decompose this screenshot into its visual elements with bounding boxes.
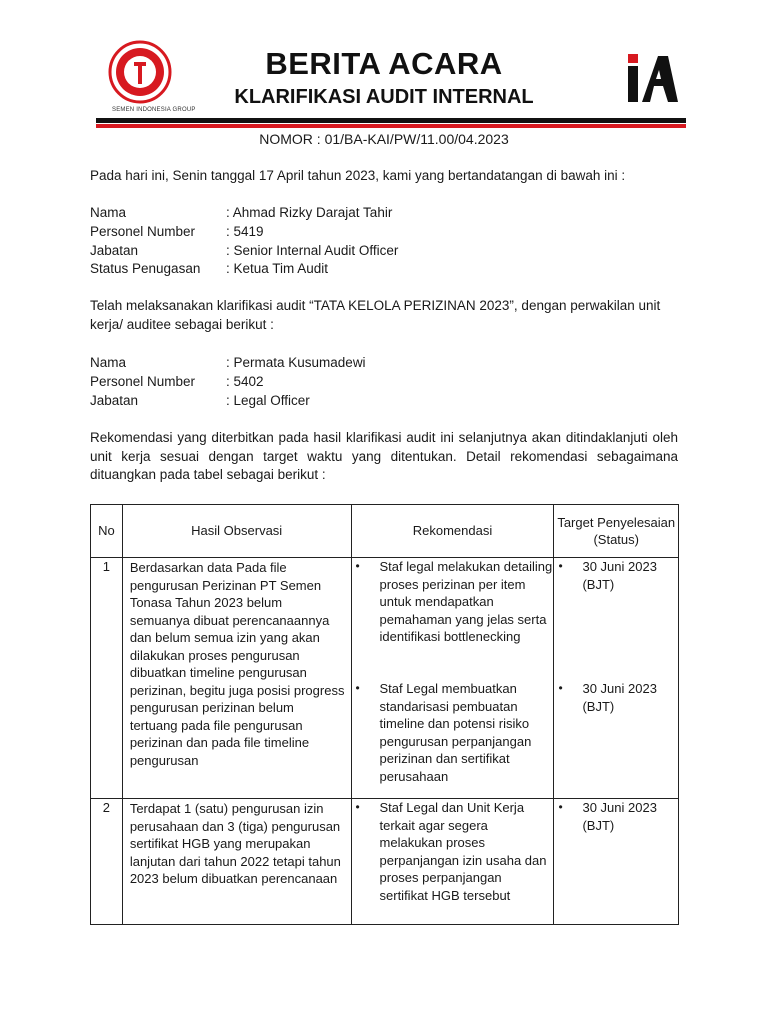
row-number: 1 — [91, 558, 123, 799]
bullet-icon: • — [558, 681, 563, 695]
auditor-row: Status Penugasan : Ketua Tim Audit — [90, 261, 329, 277]
table-row — [91, 799, 679, 925]
header-no: No — [91, 505, 123, 558]
internal-audit-logo — [626, 52, 680, 104]
auditee-row: Jabatan : Legal Officer — [90, 392, 310, 408]
recommendation-cell — [351, 799, 554, 925]
bullet-icon: • — [558, 559, 563, 573]
document-title: BERITA ACARA — [265, 46, 503, 81]
bullet-icon: • — [558, 800, 563, 814]
rekomendasi-paragraph: Rekomendasi yang diterbitkan pada hasil klarifikasi audit ini selanjutnya akan ditindaklanjuti oleh unit kerja sesuai dengan target waktu yang ditentukan. Detail rekomendasi sebagaimana dituangkan pada tabel sebagai berikut : — [90, 430, 678, 482]
document-header — [0, 0, 768, 135]
target-cell — [554, 558, 679, 799]
auditee-row: Nama : Permata Kusumadewi — [90, 355, 366, 370]
bullet-icon: • — [355, 559, 360, 573]
bullet-icon: • — [355, 800, 360, 814]
table-header-row — [91, 505, 679, 558]
target-cell — [554, 799, 679, 925]
intro-paragraph: Pada hari ini, Senin tanggal 17 April tahun 2023, kami yang bertandatangan di bawah ini : — [90, 168, 626, 183]
list-item: • Staf Legal membuatkan standarisasi pembuatan timeline dan potensi risiko pengurusan perpanjangan perizinan dan sertifikat perusahaan — [352, 680, 554, 785]
header-rekomendasi: Rekomendasi — [351, 505, 554, 558]
auditor-row: Nama : Ahmad Rizky Darajat Tahir — [90, 205, 393, 220]
auditee-info — [90, 354, 366, 410]
list-item: • 30 Juni 2023 (BJT) — [554, 680, 678, 715]
observation-cell: Berdasarkan data Pada file pengurusan Perizinan PT Semen Tonasa Tahun 2023 belum semuanya dibuat perencanaannya dan belum semua izin yang akan dilakukan proses pengurusan dibuatkan timeline pengurusan perizinan, begitu juga posisi progress pengurusan perizinan belum tertuang pada file pengurusan perizinan dan pada file timeline pengurusan — [122, 558, 351, 799]
recommendation-cell — [351, 558, 554, 799]
list-item: • Staf Legal dan Unit Kerja terkait agar segera melakukan proses perpanjangan izin usaha dan proses perpanjangan sertifikat HGB tersebut — [352, 799, 554, 904]
list-item: • 30 Juni 2023 (BJT) — [554, 558, 678, 680]
auditee-row: Personel Number : 5402 — [90, 373, 264, 389]
bullet-icon: • — [355, 681, 360, 695]
row-number: 2 — [91, 799, 123, 925]
list-item: • 30 Juni 2023 (BJT) — [554, 799, 678, 834]
auditor-row: Jabatan : Senior Internal Audit Officer — [90, 242, 399, 258]
auditor-info — [90, 204, 398, 279]
header-divider-black — [96, 118, 686, 123]
header-hasil-observasi: Hasil Observasi — [122, 505, 351, 558]
recommendation-table — [90, 504, 679, 925]
group-caption: SEMEN INDONESIA GROUP — [112, 107, 196, 113]
header-target: Target Penyelesaian (Status) — [554, 505, 679, 558]
header-divider-red — [96, 124, 686, 128]
klarifikasi-paragraph: Telah melaksanakan klarifikasi audit “TATA KELOLA PERIZINAN 2023”, dengan perwakilan unit kerja/ auditee sebagai berikut : — [90, 298, 661, 332]
observation-cell: Terdapat 1 (satu) pengurusan izin perusahaan dan 3 (tiga) pengurusan sertifikat HGB yang merupakan lanjutan dari tahun 2022 tetapi tahun 2023 belum dibuatkan perencanaan — [122, 799, 351, 925]
list-item: • Staf legal melakukan detailing proses perizinan per item untuk mendapatkan pemahaman yang jelas serta identifikasi bottlenecking — [352, 558, 554, 680]
document-number: NOMOR : 01/BA-KAI/PW/11.00/04.2023 — [259, 131, 509, 147]
table-row — [91, 558, 679, 799]
document-subtitle: KLARIFIKASI AUDIT INTERNAL — [234, 86, 534, 108]
auditor-row: Personel Number : 5419 — [90, 223, 264, 239]
